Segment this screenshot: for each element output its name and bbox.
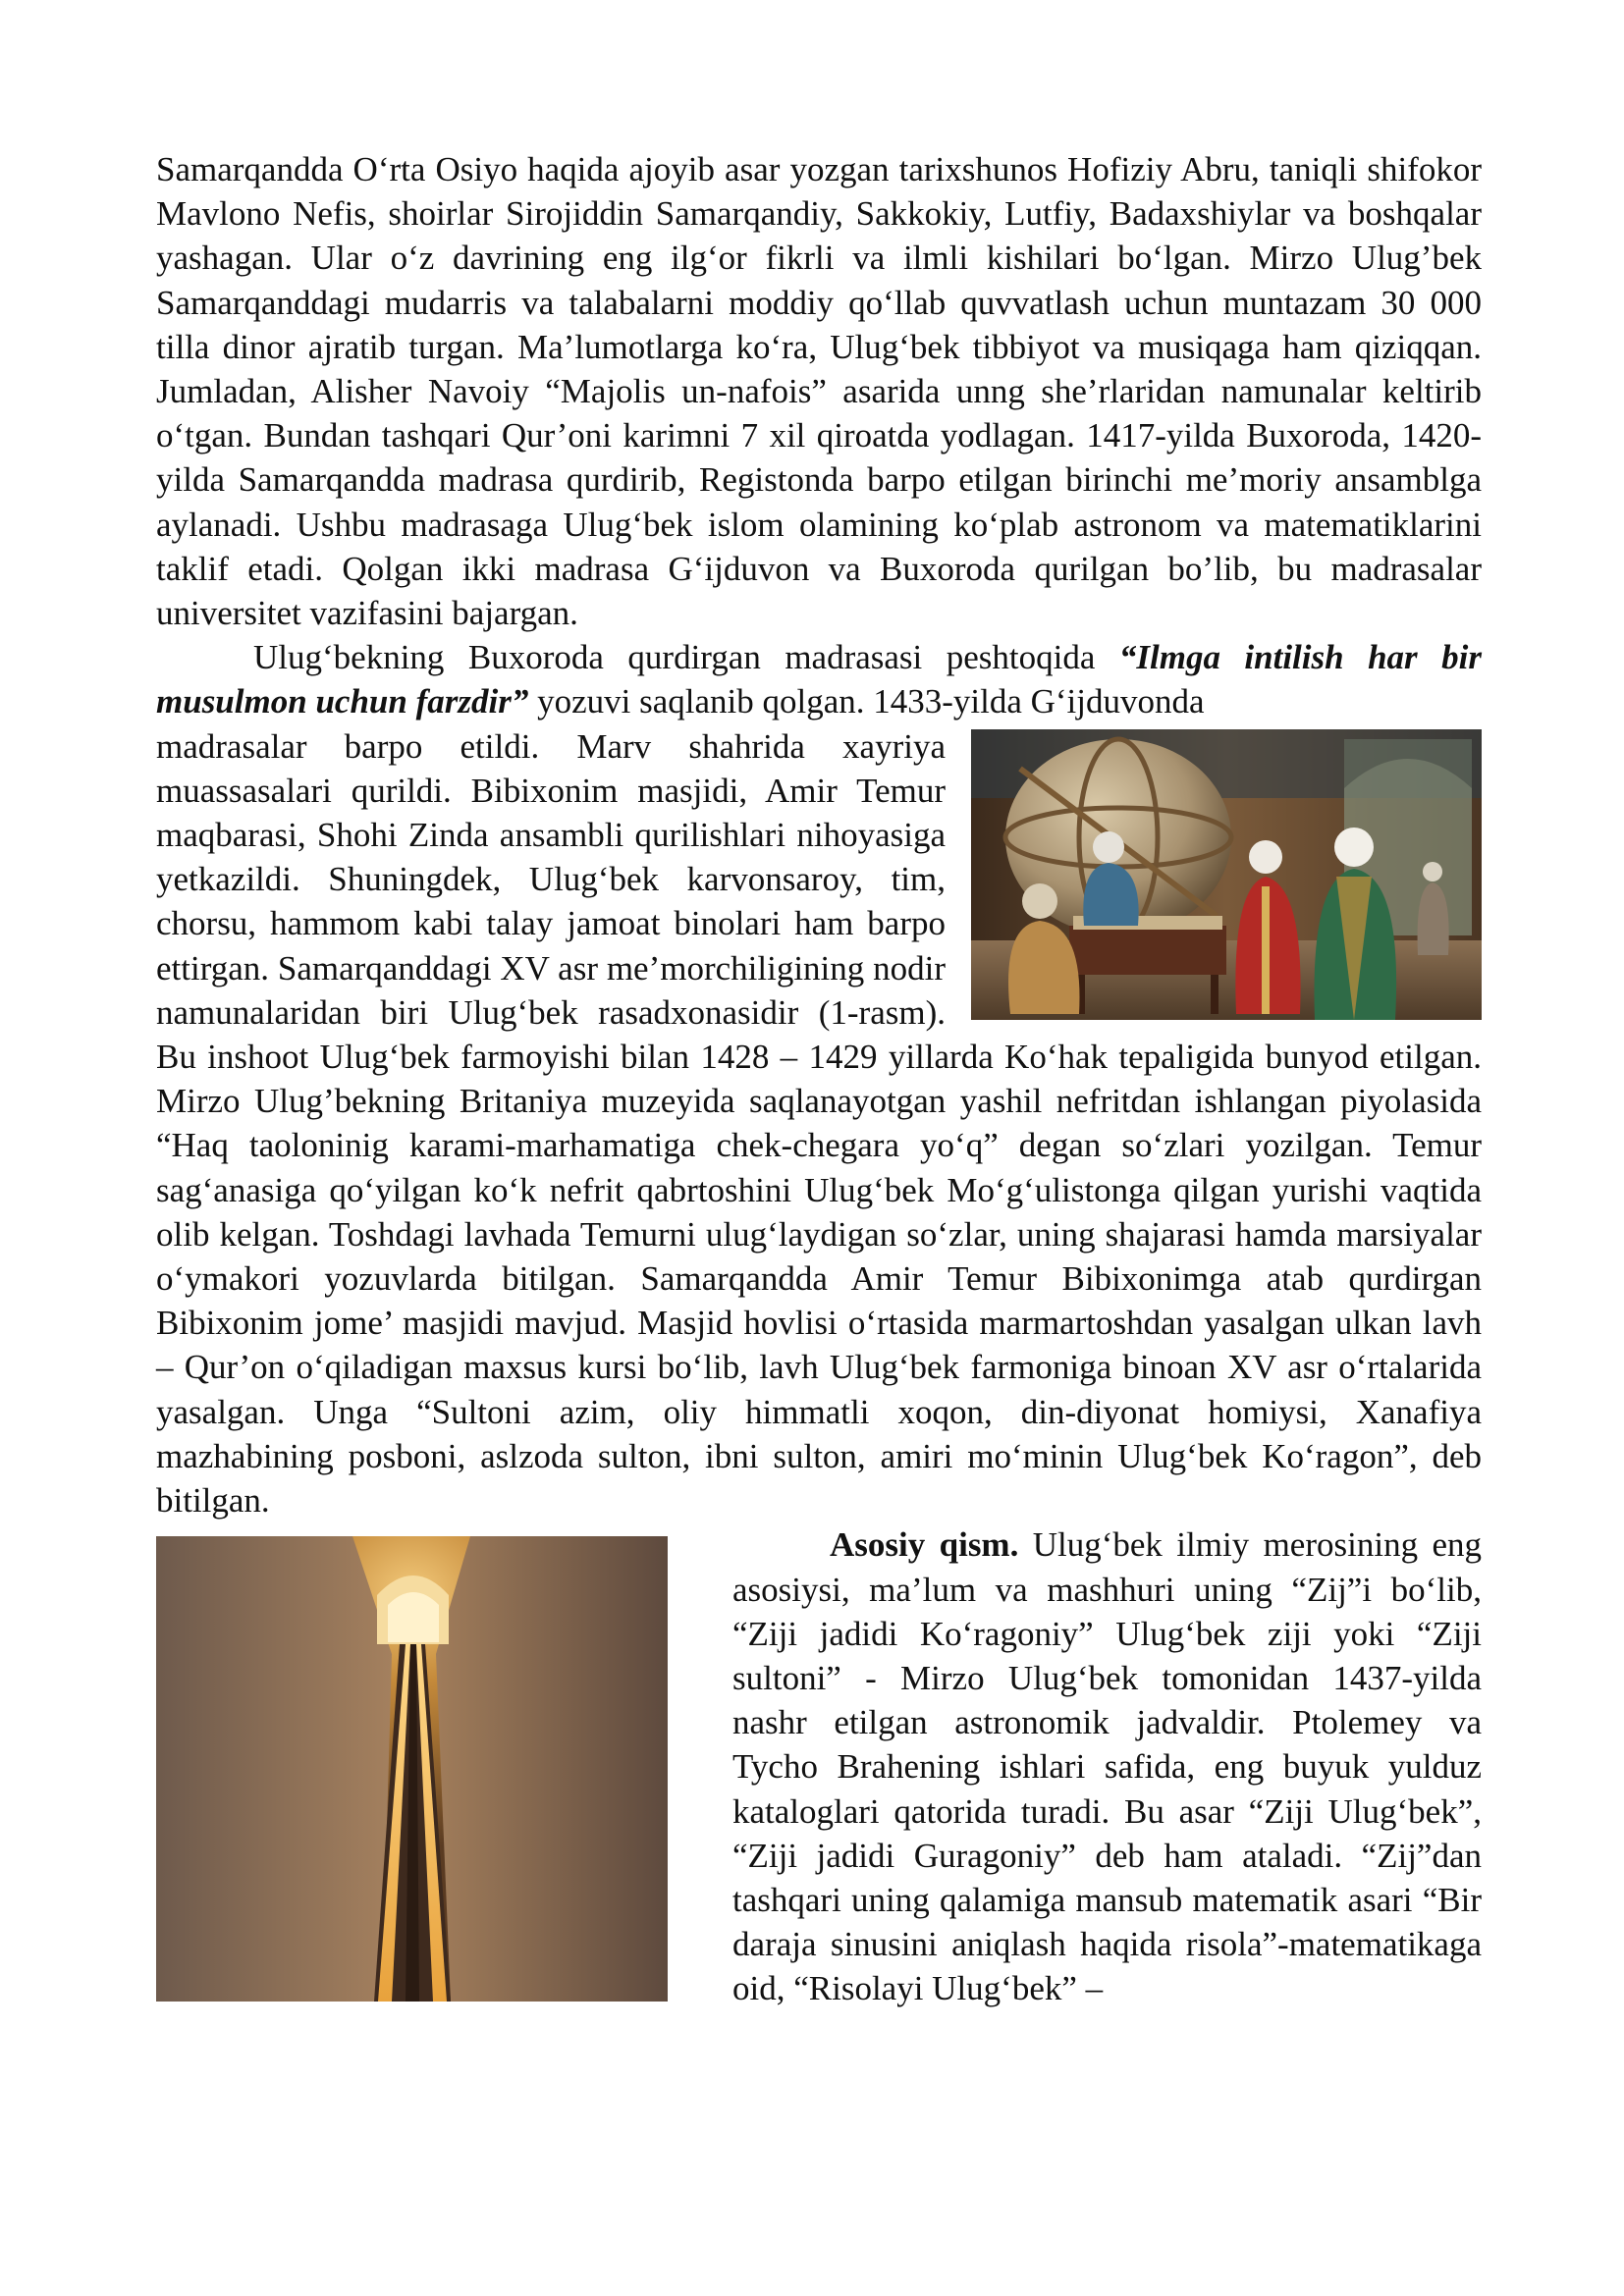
paragraph-scholars: Samarqandda O‘rta Osiyo haqida ajoyib asar yozgan tarixshunos Hofiziy Abru, taniqli shifokor Mavlono Nefis, shoirlar Sirojiddin Samarqandiy, Sakkokiy, Lutfiy, Badaxshiylar va boshqalar yashagan. Ular o‘z davrining eng ilg‘or fikrli va ilmli kishilari bo‘lgan. Mirzo Ulug’bek Samarqanddagi mudarris va talabalarni moddiy qo‘llab quvvatlash uchun muntazam 30 000 tilla dinor ajratib turgan. Ma’lumotlarga ko‘ra, Ulug‘bek tibbiyot va musiqaga ham qiziqqan. Jumladan, Alisher Navoiy “Majolis un-nafois” asarida unng she’rlaridan namunalar keltirib o‘tgan. Bundan tashqari Qur’oni karimni 7 xil qiroatda yodlagan. 1417-yilda Buxoroda, 1420-yilda Samarqandda madrasa qurdirib, Registonda barpo etilgan birinchi me’moriy ansamblga aylanadi. Ushbu madrasaga Ulug‘bek islom olamining ko‘plab astronom va matematiklarini taklif etadi. Qolgan ikki madrasa G‘ijduvon va Buxoroda qurilgan bo’lib, bu madrasalar universitet vazifasini bajargan. — [156, 150, 1482, 633]
paragraph-main-text: Ulug‘bek ilmiy merosining eng asosiysi, ma’lum va mashhuri uning “Zij”i bo‘lib, “Ziji jadidi Ko‘ragoniy” Ulug‘bek ziji yoki “Ziji sultoni” - Mirzo Ulug‘bek tomonidan 1437-yilda nashr etilgan astronomik jadvaldir. Ptolemey va Tycho Brahening ishlari safida, eng buyuk yulduz kataloglari qatorida turadi. Bu asar “Ziji Ulug‘bek”, “Ziji jadidi Guragoniy” deb ham ataladi. “Zij”dan tashqari uning qalamiga mansub matematik asari “Bir daraja sinusini aniqlash haqida risola”-matematikaga oid, “Risolayi Ulug‘bek” – — [732, 1525, 1482, 2008]
observatory-painting-image — [971, 729, 1482, 1020]
paragraph-line-text: yozuvi saqlanib qolgan. 1433-yilda G‘ijduvonda — [528, 682, 1205, 721]
document-page — [156, 147, 1482, 2011]
observatory-sextant-image — [156, 1536, 668, 2002]
paragraph-architecture: madrasalar barpo etildi. Marv shahrida xayriya muassasalari qurildi. Bibixonim masjidi, Amir Temur maqbarasi, Shohi Zinda ansambli qurilishlari nihoyasiga yetkazildi. Shuningdek, Ulug‘bek karvonsaroy, tim, chorsu, hammom kabi talay jamoat binolari ham barpo ettirgan. Samarqanddagi XV asr me’morchiligining nodir namunalaridan biri Ulug‘bek rasadxonasidir (1-rasm). Bu inshoot Ulug‘bek farmoyishi bilan 1428 – 1429 yillarda Ko‘hak tepaligida bunyod etilgan. Mirzo Ulug’bekning Britaniya muzeyida saqlanayotgan yashil nefritdan ishlangan piyolasida “Haq taoloninig karami-marhamatiga chek-chegara yo‘q” degan so‘zlari yozilgan. Temur sag‘anasiga qo‘yilgan ko‘k nefrit qabrtoshini Ulug‘bek Mo‘g‘ulistonga qilgan yurishi vaqtida olib kelgan. Toshdagi lavhada Temurni ulug‘laydigan so‘zlar, uning shajarasi hamda marsiyalar o‘ymakori yozuvlarda bitilgan. Samarqandda Amir Temur Bibixonimga atab qurdirgan Bibixonim jome’ masjidi mavjud. Masjid hovlisi o‘rtasida marmartoshdan yasalgan ulkan lavh – Qur’on o‘qiladigan maxsus kursi bo‘lib, lavh Ulug‘bek farmoniga binoan XV asr o‘rtalarida yasalgan. Unga “Sultoni azim, oliy himmatli xoqon, din-diyonat homiysi, Xanafiya mazhabining posboni, aslzoda sulton, ibni sulton, amiri mo‘minin Ulug‘bek Ko‘ragon”, deb bitilgan. — [156, 726, 1482, 1521]
paragraph-lead-text: Ulug‘bekning Buxoroda qurdirgan madrasasi peshtoqida — [253, 638, 1119, 677]
section-heading: Asosiy qism. — [830, 1525, 1019, 1565]
paragraph-madrasa-inscription — [156, 635, 1482, 723]
inscription-quote: “Ilmga intilish har bir musulmon uchun farzdir” — [156, 638, 1482, 721]
